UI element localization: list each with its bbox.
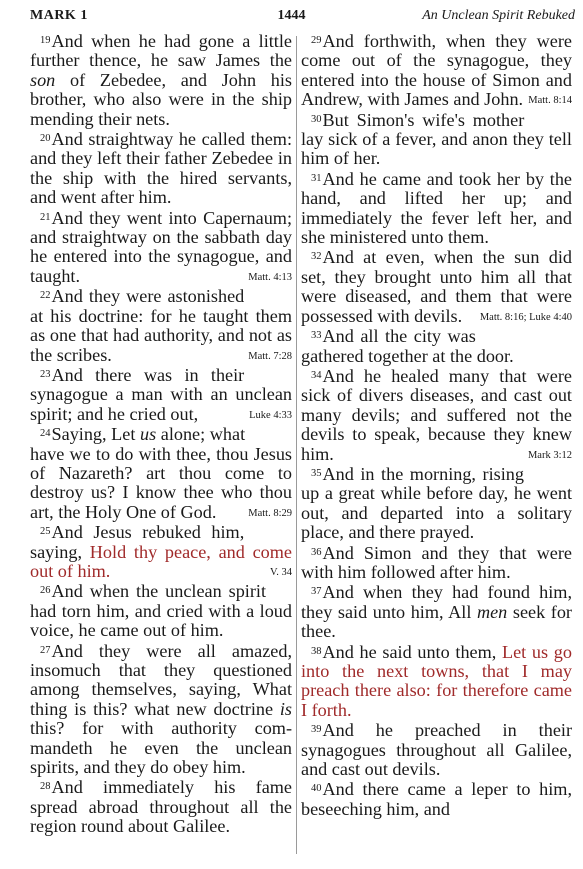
cross-reference: Matt. 8:16; Luke 4:40 (479, 311, 572, 323)
verse-number: 28 (40, 781, 51, 793)
verse-number: 30 (311, 113, 322, 125)
section-title: An Unclean Spirit Rebuked (422, 8, 575, 23)
cross-reference: Matt. 8:29 (248, 507, 292, 519)
verse-33: $^{33}$And all the city was gathered together at the door. (301, 326, 514, 366)
verse-19: $^{19}$And when he had gone a little further thence, he saw James the son of Zebedee, and John his brother, who also were in the ship mending their nets. (30, 31, 292, 129)
verse-number: 29 (311, 35, 322, 46)
verse-27: $^{27}$And they were all amazed, insomuch that they questioned among themselves, saying, What thing is this? what new doctrine is this? for with authority commandeth he even the unclean spirits, and they do obey him. (30, 640, 292, 778)
verse-number: 39 (311, 724, 322, 736)
verse-31: $^{31}$And he came and took her by the hand, and lifted her up; and immediately the fever left her, and she ministered unto them. (301, 168, 572, 248)
cross-reference: Luke 4:33 (249, 409, 292, 421)
cross-reference: Matt. 8:14 (528, 95, 572, 107)
verse-number: 35 (311, 467, 322, 479)
verse-24: $^{24}$Saying, Let us alone; what have we to do with thee, thou Jesus of Nazareth? art thou come to destroy us? I know thee who thou art, the Holy One of God. Matt. 8:29 (30, 425, 292, 522)
verse-number: 34 (311, 369, 322, 381)
verse-number: 38 (311, 645, 322, 657)
verse-22: $^{22}$And they were astonished at his doctrine: for he taught them as one that had authority, and not as the scribes. Matt. 7:28 (30, 287, 292, 365)
verse-25: $^{25}$And Jesus rebuked him, saying, Hold thy peace, and come out of him. V. 34 (30, 523, 292, 581)
verse-number: 23 (40, 368, 51, 380)
verse-number: 36 (311, 546, 322, 558)
page-header (0, 0, 583, 30)
verse-number: 37 (311, 586, 322, 598)
verse-number: 32 (311, 251, 322, 263)
verse-37: $^{37}$And when they had found him, they said unto him, All men seek for thee. (301, 582, 572, 642)
verse-30: $^{30}$But Simon's wife's mother lay sick of a fever, and anon they tell him of her. (301, 109, 572, 169)
verse-36: $^{36}$And Simon and they that were with him followed after him. (301, 542, 572, 582)
left-column (30, 32, 292, 838)
cross-reference: Mark 3:12 (527, 449, 572, 461)
verse-39: $^{39}$And he preached in their synagogues throughout all Galilee, and cast out devils. (301, 720, 572, 780)
verse-26: $^{26}$And when the unclean spirit had torn him, and cried with a loud voice, he came out of him. (30, 581, 292, 641)
verse-34: $^{34}$And he healed many that were sick of divers diseases, and cast out many devils; and suffered not the devils to speak, because they knew him. Mark 3:12 (301, 367, 572, 464)
column-divider (296, 36, 297, 854)
cross-reference: Matt. 7:28 (248, 350, 292, 362)
verse-35: $^{35}$And in the morning, rising up a great while before day, he went out, and departed into a solitary place, and there prayed. (301, 463, 572, 543)
cross-reference: V. 34 (270, 566, 292, 578)
verse-20: $^{20}$And straightway he called them: and they left their father Zebedee in the ship with the hired servants, and went after him. (30, 129, 292, 208)
verse-number: 19 (40, 35, 51, 46)
page-number: 1444 (277, 8, 306, 23)
verse-21: $^{21}$And they went into Capernaum; and straightway on the sabbath day he entered into the synagogue, and taught. Matt. 4:13 (30, 209, 292, 287)
book-chapter-label: MARK 1 (30, 8, 88, 23)
words-of-jesus: Hold thy peace, and come out of him. (30, 541, 292, 581)
verse-number: 24 (40, 428, 51, 440)
verse-40: $^{40}$And there came a leper to him, beseeching him, and (301, 779, 572, 819)
verse-29: $^{29}$And forthwith, when they were come out of the synagogue, they entered into the house of Simon and Andrew, with James and John. Matt. 8:14 (301, 32, 572, 110)
verse-number: 22 (40, 290, 51, 302)
verse-23: $^{23}$And there was in their synagogue a man with an unclean spirit; and he cried out, Luke 4:33 (30, 366, 292, 424)
verse-number: 33 (311, 330, 322, 342)
words-of-jesus: Let us go into the next towns, that I may preach there also: for therefore came I forth. (301, 641, 572, 720)
verse-28: $^{28}$And immediately his fame spread abroad throughout all the region round about Galilee. (30, 777, 292, 837)
verse-number: 26 (40, 585, 51, 597)
verse-32: $^{32}$And at even, when the sun did set, they brought unto him all that were diseased, and them that were possessed with devils. Matt. 8:16; Luke 4:40 (301, 248, 572, 326)
verse-number: 27 (40, 644, 51, 656)
verse-38: $^{38}$And he said unto them, Let us go into the next towns, that I may preach there also: for therefore came I forth. (301, 641, 572, 720)
cross-reference: Matt. 4:13 (248, 271, 292, 283)
verse-number: 20 (40, 133, 51, 145)
verse-number: 40 (311, 783, 322, 795)
verse-number: 21 (40, 211, 51, 223)
verse-number: 25 (40, 526, 51, 538)
right-column (301, 32, 572, 820)
verse-number: 31 (311, 172, 322, 184)
